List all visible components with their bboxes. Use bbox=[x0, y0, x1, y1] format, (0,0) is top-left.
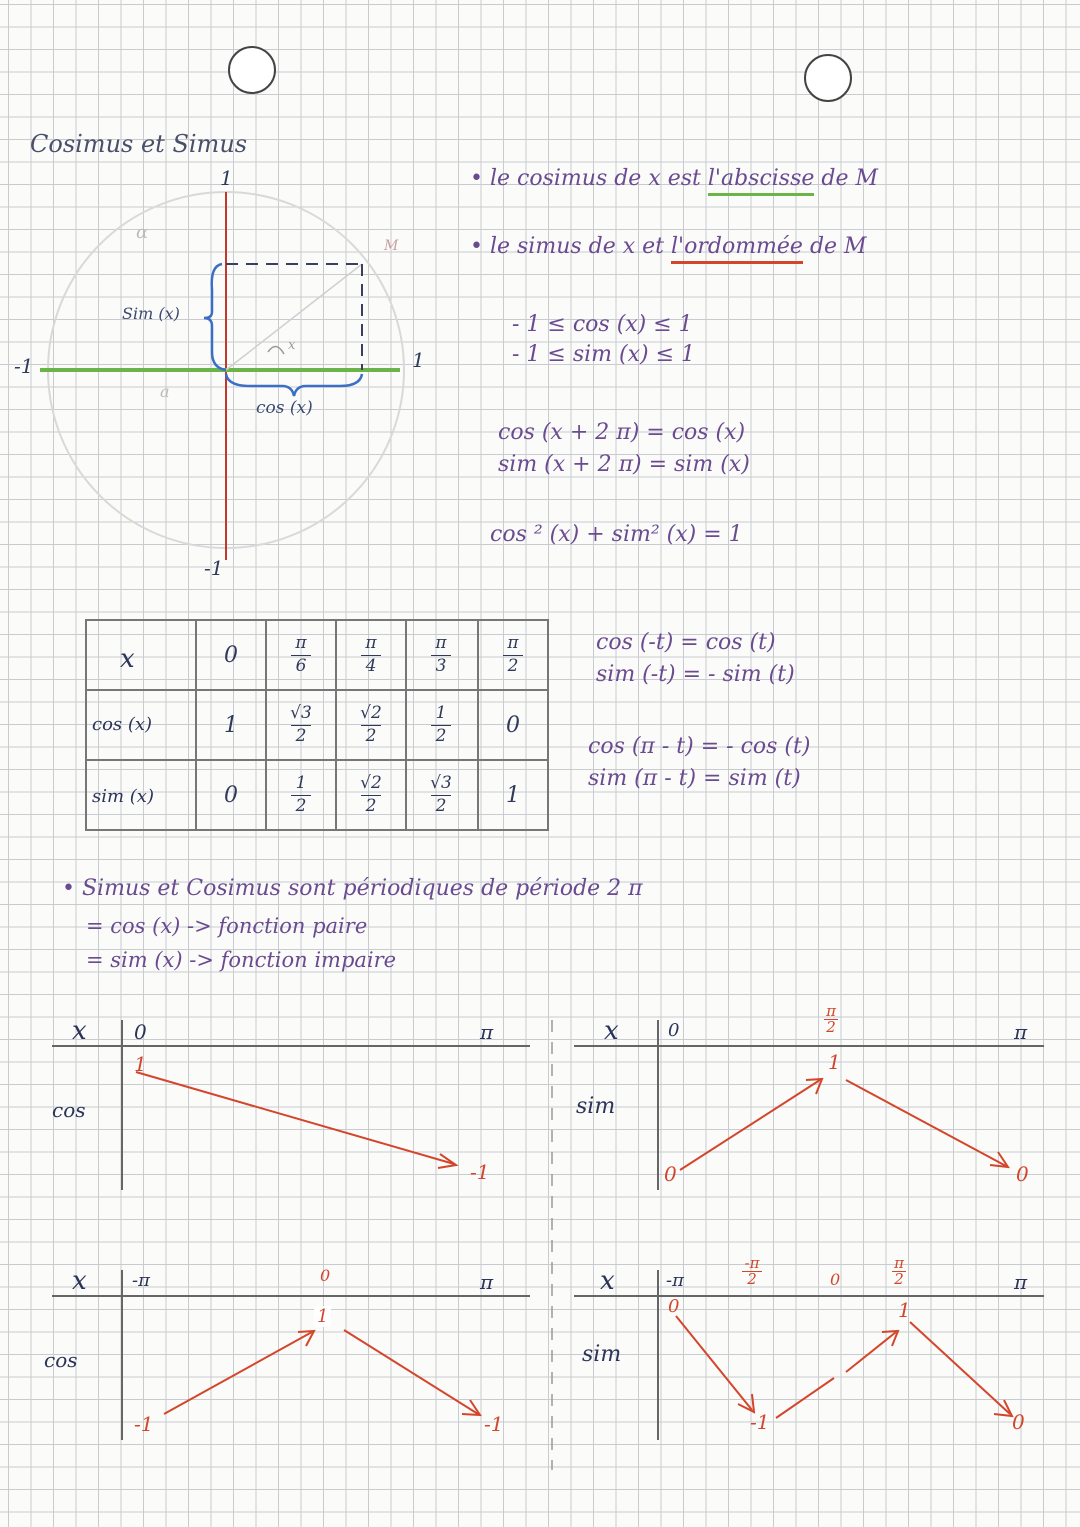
circle-right-label: 1 bbox=[412, 348, 425, 372]
periodicity-sin: sim (x + 2 π) = sim (x) bbox=[498, 452, 750, 477]
vt3-x-label: x bbox=[72, 1266, 87, 1296]
vt4-m1-num: -π bbox=[744, 1254, 760, 1272]
definition-sin-pre: • le simus de x et bbox=[470, 234, 665, 259]
cos-label: cos (x) bbox=[256, 398, 313, 418]
circle-bottom-label: -1 bbox=[204, 556, 224, 580]
vt1-start: 0 bbox=[134, 1020, 147, 1044]
vt2-mid-den: 2 bbox=[826, 1018, 836, 1036]
fraction-numerator: π bbox=[507, 632, 519, 653]
vt2-mid bbox=[824, 1004, 838, 1035]
fraction-denominator: 3 bbox=[435, 655, 447, 676]
page-title: Cosimus et Simus bbox=[30, 130, 248, 158]
fraction-denominator: 4 bbox=[365, 655, 377, 676]
fraction-denominator: 2 bbox=[435, 795, 447, 816]
vt4-f-label: sim bbox=[582, 1342, 622, 1367]
fraction-numerator: √3 bbox=[430, 772, 452, 793]
vt3-v-mid: 1 bbox=[314, 1306, 331, 1327]
table-header-cos: cos (x) bbox=[92, 714, 153, 735]
note-sin-odd: = sim (x) -> fonction impaire bbox=[86, 948, 397, 972]
supplement-sin: sim (π - t) = sim (t) bbox=[588, 766, 801, 791]
bound-cos: - 1 ≤ cos (x) ≤ 1 bbox=[512, 312, 693, 337]
point-m-label: M bbox=[384, 238, 399, 254]
angle-label: x bbox=[288, 338, 296, 353]
fraction-numerator: 1 bbox=[295, 772, 307, 793]
vt1-x-label: x bbox=[72, 1016, 87, 1046]
pythagorean-identity: cos ² (x) + sim² (x) = 1 bbox=[490, 522, 743, 547]
vt4-m3-den: 2 bbox=[894, 1270, 904, 1288]
definition-cos-post: de M bbox=[821, 166, 879, 191]
fraction-numerator: √3 bbox=[290, 702, 312, 723]
vt2-v-mid: 1 bbox=[828, 1050, 841, 1074]
vt1-v-start: 1 bbox=[134, 1052, 147, 1076]
vt4-m2: 0 bbox=[830, 1270, 841, 1289]
table-cell-sin-0: 0 bbox=[224, 782, 238, 808]
vt4-m3 bbox=[892, 1256, 906, 1287]
vt2-v-start: 0 bbox=[664, 1162, 677, 1186]
vt3-v-start: -1 bbox=[134, 1412, 154, 1436]
vt2-start: 0 bbox=[668, 1020, 680, 1041]
fraction-numerator: √2 bbox=[360, 702, 382, 723]
definition-sin-key: l'ordommée bbox=[671, 234, 803, 264]
fraction-numerator: 1 bbox=[435, 702, 447, 723]
vt2-f-label: sim bbox=[576, 1094, 616, 1119]
vt3-f-label: cos bbox=[44, 1348, 78, 1372]
circle-left-label: -1 bbox=[14, 354, 34, 378]
table-cell-cos-0: 1 bbox=[224, 712, 238, 738]
vt4-m3-num: π bbox=[894, 1254, 904, 1272]
vt4-end: π bbox=[1014, 1270, 1028, 1294]
vt4-v-m1: -1 bbox=[750, 1410, 770, 1434]
vt3-mid: 0 bbox=[320, 1266, 331, 1285]
vt4-m1-den: 2 bbox=[747, 1270, 757, 1288]
vt3-start: -π bbox=[132, 1270, 150, 1291]
fraction-denominator: 2 bbox=[295, 795, 307, 816]
vt4-v-start: 0 bbox=[668, 1296, 680, 1317]
fraction-denominator: 2 bbox=[435, 725, 447, 746]
table-cell-cos-4: 0 bbox=[506, 712, 520, 738]
vt4-m1 bbox=[742, 1256, 762, 1287]
circle-top-label: 1 bbox=[220, 166, 233, 190]
table-cell-sin-4: 1 bbox=[506, 782, 520, 808]
definition-cos-pre: • le cosimus de x est bbox=[470, 166, 701, 191]
supplement-cos: cos (π - t) = - cos (t) bbox=[588, 734, 811, 759]
note-cos-even: = cos (x) -> fonction paire bbox=[86, 914, 368, 938]
vt1-v-end: -1 bbox=[470, 1160, 490, 1184]
definition-sin-post: de M bbox=[809, 234, 867, 259]
table-cell-x-0: 0 bbox=[224, 642, 238, 668]
vt3-end: π bbox=[480, 1270, 494, 1294]
fraction-denominator: 2 bbox=[365, 725, 377, 746]
fraction-denominator: 2 bbox=[507, 655, 519, 676]
periodicity-cos: cos (x + 2 π) = cos (x) bbox=[498, 420, 746, 445]
fraction-denominator: 2 bbox=[365, 795, 377, 816]
vt2-end: π bbox=[1014, 1020, 1028, 1044]
vt2-v-end: 0 bbox=[1016, 1162, 1029, 1186]
parity-cos: cos (-t) = cos (t) bbox=[596, 630, 776, 655]
fraction-denominator: 6 bbox=[295, 655, 307, 676]
fraction-numerator: π bbox=[295, 632, 307, 653]
parity-sin: sim (-t) = - sim (t) bbox=[596, 662, 795, 687]
a-label: a bbox=[160, 382, 170, 401]
bound-sin: - 1 ≤ sim (x) ≤ 1 bbox=[512, 342, 696, 367]
vt4-x-label: x bbox=[600, 1266, 615, 1296]
vt4-v-m3: 1 bbox=[898, 1298, 911, 1322]
fraction-denominator: 2 bbox=[295, 725, 307, 746]
table-header-x: x bbox=[120, 644, 135, 674]
fraction-numerator: π bbox=[435, 632, 447, 653]
vt2-x-label: x bbox=[604, 1016, 619, 1046]
vt4-start: -π bbox=[666, 1270, 684, 1291]
table-header-sin: sim (x) bbox=[92, 786, 154, 807]
fraction-numerator: π bbox=[365, 632, 377, 653]
note-periodic: • Simus et Cosimus sont périodiques de période 2 π bbox=[62, 876, 643, 901]
vt2-mid-num: π bbox=[826, 1002, 836, 1020]
fraction-numerator: √2 bbox=[360, 772, 382, 793]
vt1-end: π bbox=[480, 1020, 494, 1044]
alpha-label: α bbox=[136, 222, 149, 243]
vt3-v-end: -1 bbox=[484, 1412, 504, 1436]
definition-cos-key: l'abscisse bbox=[708, 166, 815, 196]
vt1-f-label: cos bbox=[52, 1098, 86, 1122]
vt4-v-end: 0 bbox=[1012, 1410, 1025, 1434]
sin-label: Sim (x) bbox=[122, 304, 180, 323]
